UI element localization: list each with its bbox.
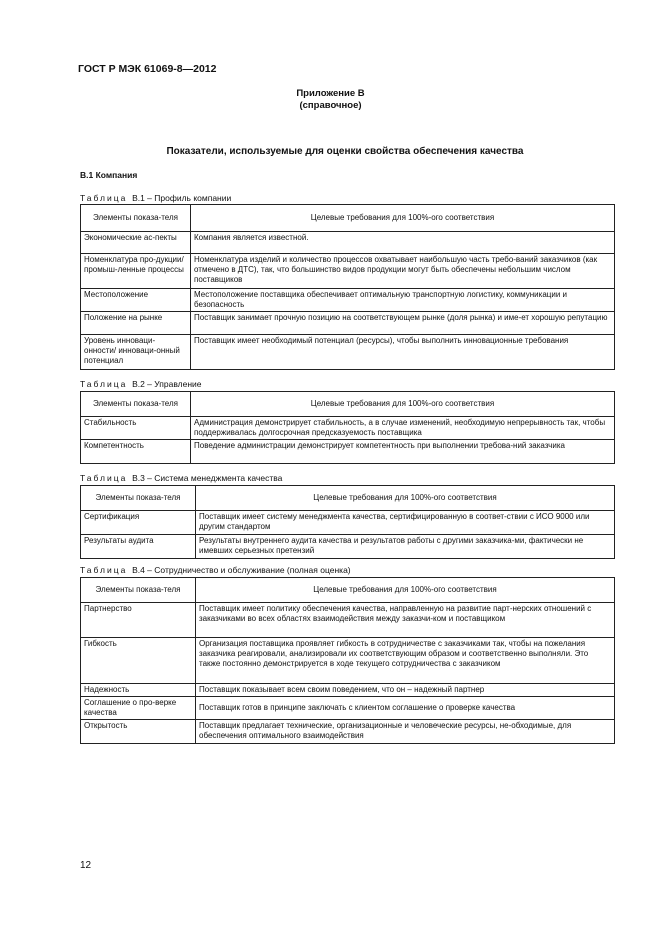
- table-label: Таблица: [80, 473, 128, 483]
- document-header: ГОСТ Р МЭК 61069-8—2012: [78, 63, 217, 75]
- table-row: [81, 720, 615, 744]
- table-header-elements: Элементы показа-теля: [81, 578, 196, 603]
- row-name: Соглашение о про-верке качества: [81, 697, 196, 720]
- table-header-elements: Элементы показа-теля: [81, 486, 196, 511]
- row-name: Местоположение: [81, 289, 191, 312]
- table-management: [80, 391, 615, 464]
- table-caption-text: В.3 – Система менеджмента качества: [132, 473, 283, 483]
- table-header-elements: Элементы показа-теля: [81, 205, 191, 232]
- row-requirement: Поставщик предлагает технические, организационные и человеческие ресурсы, не-обходимые, для обеспечения оптимального взаимодействия: [196, 720, 615, 744]
- row-name: Экономические ас-пекты: [81, 232, 191, 254]
- table-caption: [80, 379, 202, 389]
- table-row: [81, 440, 615, 464]
- row-requirement: Компания является известной.: [191, 232, 615, 254]
- row-name: Открытость: [81, 720, 196, 744]
- appendix-title: Приложение В: [296, 88, 365, 99]
- row-name: Сертификация: [81, 511, 196, 535]
- table-row: [81, 254, 615, 289]
- table-quality-management-system: [80, 485, 615, 559]
- table-row: [81, 511, 615, 535]
- table-caption: [80, 193, 231, 203]
- row-requirement: Номенклатура изделий и количество процессов охватывает наибольшую часть требо-ваний заказчиков (как отмечено в ДТС), так, что большинство видов продукции могут быть обеспечены небольшим числом поставщиков: [191, 254, 615, 289]
- table-row: [81, 697, 615, 720]
- table-caption-text: В.2 – Управление: [132, 379, 202, 389]
- table-label: Таблица: [80, 193, 128, 203]
- table-header-elements: Элементы показа-теля: [81, 392, 191, 417]
- table-header-requirements: Целевые требования для 100%-ого соответствия: [191, 205, 615, 232]
- row-name: Компетентность: [81, 440, 191, 464]
- table-row: [81, 417, 615, 440]
- row-name: Гибкость: [81, 638, 196, 684]
- table-row: [81, 232, 615, 254]
- row-requirement: Местоположение поставщика обеспечивает оптимальную транспортную логистику, коммуникации и безопасность: [191, 289, 615, 312]
- table-company-profile: [80, 204, 615, 370]
- row-name: Стабильность: [81, 417, 191, 440]
- table-label: Таблица: [80, 565, 128, 575]
- table-caption: [80, 565, 351, 575]
- row-requirement: Поставщик показывает всем своим поведением, что он – надежный партнер: [196, 684, 615, 697]
- row-name: Положение на рынке: [81, 312, 191, 335]
- table-label: Таблица: [80, 379, 128, 389]
- subsection-title: В.1 Компания: [80, 170, 138, 180]
- row-requirement: Поведение администрации демонстрирует компетентность при выполнении требова-ний заказчика: [191, 440, 615, 464]
- row-name: Надежность: [81, 684, 196, 697]
- row-name: Номенклатура про-дукции/ промыш-ленные процессы: [81, 254, 191, 289]
- row-requirement: Поставщик имеет систему менеджмента качества, сертифицированную в соответ-ствии с ИСО 9000 или другим стандартом: [196, 511, 615, 535]
- table-header-requirements: Целевые требования для 100%-ого соответствия: [196, 578, 615, 603]
- page-number: 12: [80, 860, 92, 871]
- table-row: [81, 684, 615, 697]
- row-requirement: Организация поставщика проявляет гибкость в сотрудничестве с заказчиками так, чтобы на пожелания заказчика реагировали, анализировали их соответствующим образом и соответственно выполняли. Это также постоянно демонстрируется в ходе текущего сотрудничества с заказчиком: [196, 638, 615, 684]
- row-name: Результаты аудита: [81, 535, 196, 559]
- row-name: Уровень инноваци-онности/ инноваци-онный потенциал: [81, 335, 191, 370]
- table-row: [81, 335, 615, 370]
- table-row: [81, 289, 615, 312]
- table-row: [81, 535, 615, 559]
- table-caption: [80, 473, 282, 483]
- table-caption-text: В.4 – Сотрудничество и обслуживание (полная оценка): [132, 565, 351, 575]
- row-requirement: Результаты внутреннего аудита качества и результатов работы с другими заказчика-ми, фактически не имевших серьезных претензий: [196, 535, 615, 559]
- table-row: [81, 312, 615, 335]
- table-cooperation-service: [80, 577, 615, 744]
- appendix-subtitle: (справочное): [299, 100, 362, 111]
- table-caption-text: В.1 – Профиль компании: [132, 193, 232, 203]
- section-title: Показатели, используемые для оценки свойства обеспечения качества: [166, 146, 524, 157]
- row-requirement: Поставщик имеет политику обеспечения качества, направленную на развитие парт-нерских отношений с заказчиками во всех областях взаимодействия между заказчи-ком и поставщиком: [196, 603, 615, 638]
- table-row: [81, 638, 615, 684]
- table-row: [81, 603, 615, 638]
- row-requirement: Поставщик имеет необходимый потенциал (ресурсы), чтобы выполнить инновационные требования: [191, 335, 615, 370]
- table-header-requirements: Целевые требования для 100%-ого соответствия: [196, 486, 615, 511]
- row-requirement: Поставщик занимает прочную позицию на соответствующем рынке (доля рынка) и име-ет хорошую репутацию: [191, 312, 615, 335]
- row-requirement: Поставщик готов в принципе заключать с клиентом соглашение о проверке качества: [196, 697, 615, 720]
- table-header-requirements: Целевые требования для 100%-ого соответствия: [191, 392, 615, 417]
- row-name: Партнерство: [81, 603, 196, 638]
- row-requirement: Администрация демонстрирует стабильность, а в случае изменений, необходимую непрерывность так, чтобы поддерживалась долгосрочная предсказуемость поставщика: [191, 417, 615, 440]
